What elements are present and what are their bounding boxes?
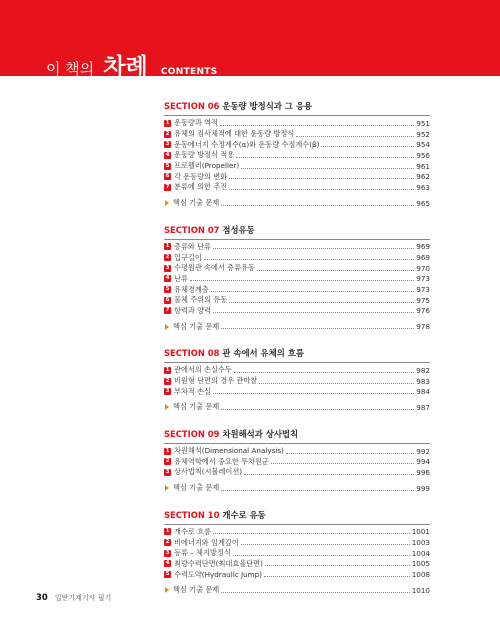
item-number-badge: 2 <box>165 130 170 137</box>
toc-section <box>164 347 430 413</box>
item-number-badge: 2 <box>165 458 170 465</box>
toc-entry[interactable] <box>164 446 430 457</box>
section-title: 관 속에서 유체의 흐름 <box>222 348 304 358</box>
entry-label: 상사법칙(시뮬레이션) <box>174 467 243 477</box>
item-number-badge: 3 <box>165 264 170 271</box>
toc-review-entry[interactable] <box>164 585 430 596</box>
review-label: 핵심 기출 문제 <box>173 321 220 331</box>
triangle-bullet-icon <box>165 587 169 593</box>
toc-review-entry[interactable] <box>164 321 430 332</box>
entry-page-number: 954 <box>416 140 430 150</box>
toc-entry[interactable] <box>164 537 430 548</box>
contents-title <box>46 48 218 81</box>
toc-entry[interactable] <box>164 118 430 129</box>
dot-leader <box>213 393 414 394</box>
toc-review-entry[interactable] <box>164 198 430 209</box>
toc-entry[interactable] <box>164 376 430 387</box>
section-code: SECTION 10 <box>164 509 220 520</box>
toc-entry[interactable] <box>164 527 430 538</box>
entry-page-number: 1001 <box>411 527 430 537</box>
item-number-badge: 3 <box>165 388 170 395</box>
review-page-number: 965 <box>416 198 430 208</box>
toc-entry[interactable] <box>164 295 430 306</box>
entry-page-number: 951 <box>416 118 430 128</box>
toc-entry[interactable] <box>164 242 430 253</box>
dot-leader <box>211 291 415 292</box>
entry-page-number: 973 <box>416 285 430 295</box>
toc-entry[interactable] <box>164 150 430 161</box>
section-heading[interactable] <box>164 509 430 521</box>
item-number-badge: 5 <box>165 286 170 293</box>
entry-page-number: 956 <box>416 150 430 160</box>
entry-label: 물체 주위의 유동 <box>174 295 228 305</box>
item-number-badge: 3 <box>165 549 170 556</box>
entry-page-number: 962 <box>416 172 430 182</box>
toc-entry[interactable] <box>164 365 430 376</box>
section-divider <box>164 443 430 444</box>
item-number-badge: 3 <box>165 141 170 148</box>
item-number-badge: 6 <box>165 173 170 180</box>
entry-label: 비에너지와 임계깊이 <box>174 537 239 547</box>
dot-leader <box>221 490 414 491</box>
entry-page-number: 969 <box>416 253 430 263</box>
section-title: 운동량 방정식과 그 응용 <box>222 101 313 111</box>
toc-entry[interactable] <box>164 467 430 478</box>
entry-label: 차원해석(Dimensional Analysis) <box>174 446 284 456</box>
dot-leader <box>221 409 414 410</box>
dot-leader <box>229 302 414 303</box>
toc-review-entry[interactable] <box>164 402 430 413</box>
dot-leader <box>233 555 410 556</box>
dot-leader <box>244 474 414 475</box>
dot-leader <box>259 383 414 384</box>
review-label: 핵심 기출 문제 <box>173 198 220 208</box>
review-page-number: 987 <box>416 402 430 412</box>
toc-entry[interactable] <box>164 456 430 467</box>
dot-leader <box>321 146 414 147</box>
item-number-badge: 1 <box>165 119 170 126</box>
dot-leader <box>190 280 414 281</box>
entry-label: 층류와 난류 <box>174 241 212 251</box>
entry-page-number: 975 <box>416 295 430 305</box>
section-title: 점성유동 <box>222 224 255 235</box>
entry-page-number: 982 <box>416 365 430 375</box>
entry-label: 항력과 양력 <box>174 305 212 315</box>
entry-label: 유체경계층 <box>174 284 209 294</box>
toc-entry[interactable] <box>164 161 430 172</box>
entry-label: 운동량과 역적 <box>174 118 218 128</box>
entry-label: 프로펠러(Propeller) <box>174 161 240 171</box>
page-footer <box>36 592 111 603</box>
item-number-badge: 7 <box>165 307 170 314</box>
toc-entry[interactable] <box>164 548 430 559</box>
entry-page-number: 1003 <box>411 538 430 548</box>
dot-leader <box>221 328 414 329</box>
toc-entry[interactable] <box>164 569 430 580</box>
section-heading[interactable] <box>164 224 430 236</box>
table-of-contents <box>164 100 430 611</box>
section-heading[interactable] <box>164 428 430 440</box>
toc-section <box>164 509 430 596</box>
toc-entry[interactable] <box>164 182 430 193</box>
item-number-badge: 1 <box>165 243 170 250</box>
dot-leader <box>236 157 414 158</box>
entry-page-number: 963 <box>416 182 430 192</box>
entry-label: 등류 – 체지방정식 <box>174 548 231 558</box>
entry-label: 유체의 검사체적에 대한 운동량 방정식 <box>174 129 295 139</box>
section-heading[interactable] <box>164 100 430 112</box>
toc-entry[interactable] <box>164 306 430 317</box>
dot-leader <box>234 372 414 373</box>
toc-entry[interactable] <box>164 252 430 263</box>
page-number: 30 <box>36 592 48 602</box>
item-number-badge: 2 <box>165 377 170 384</box>
section-code: SECTION 06 <box>164 101 220 111</box>
dot-leader <box>221 205 414 206</box>
triangle-bullet-icon <box>165 404 169 410</box>
section-divider <box>164 524 430 525</box>
dot-leader <box>257 270 414 271</box>
section-title: 개수로 유동 <box>222 509 266 520</box>
toc-section <box>164 100 430 209</box>
item-number-badge: 1 <box>165 447 170 454</box>
dot-leader <box>221 592 409 593</box>
toc-entry[interactable] <box>164 263 430 274</box>
entry-page-number: 992 <box>416 446 430 456</box>
toc-entry[interactable] <box>164 139 430 150</box>
entry-page-number: 984 <box>416 387 430 397</box>
item-number-badge: 2 <box>165 254 170 261</box>
entry-label: 유체역학에서 중요한 무차원군 <box>174 456 269 466</box>
dot-leader <box>204 259 415 260</box>
entry-label: 난류 <box>174 273 188 283</box>
book-title: 일반기계기사 필기 <box>54 594 112 602</box>
entry-page-number: 1008 <box>411 570 430 580</box>
section-divider <box>164 115 430 116</box>
toc-review-entry[interactable] <box>164 483 430 494</box>
item-number-badge: 3 <box>165 468 170 475</box>
item-number-badge: 1 <box>165 528 170 535</box>
entry-page-number: 983 <box>416 376 430 386</box>
entry-page-number: 969 <box>416 242 430 252</box>
entry-label: 부차적 손실 <box>174 386 212 396</box>
entry-label: 각 운동량의 변화 <box>174 171 228 181</box>
review-page-number: 978 <box>416 322 430 332</box>
entry-label: 운동에너지 수정계수(α)와 운동량 수정계수(β) <box>174 139 320 149</box>
entry-label: 관에서의 손실수두 <box>174 365 232 375</box>
entry-page-number: 952 <box>416 129 430 139</box>
section-heading[interactable] <box>164 347 430 359</box>
item-number-badge: 4 <box>165 560 170 567</box>
dot-leader <box>229 178 414 179</box>
item-number-badge: 5 <box>165 162 170 169</box>
entry-page-number: 973 <box>416 274 430 284</box>
review-page-number: 1010 <box>411 585 430 595</box>
title-main: 차례 <box>103 54 148 80</box>
dot-leader <box>264 576 410 577</box>
header-banner <box>0 0 500 80</box>
dot-leader <box>241 544 410 545</box>
entry-page-number: 961 <box>416 161 430 171</box>
dot-leader <box>213 248 414 249</box>
entry-page-number: 970 <box>416 263 430 273</box>
dot-leader <box>271 463 414 464</box>
entry-label: 수력도약(Hydraulic Jump) <box>174 569 262 579</box>
dot-leader <box>296 136 414 137</box>
title-english: CONTENTS <box>160 67 218 77</box>
dot-leader <box>286 453 414 454</box>
entry-page-number: 1004 <box>411 548 430 558</box>
section-code: SECTION 07 <box>164 224 220 235</box>
toc-entry[interactable] <box>164 129 430 140</box>
item-number-badge: 4 <box>165 151 170 158</box>
review-label: 핵심 기출 문제 <box>173 585 220 595</box>
dot-leader <box>265 565 410 566</box>
dot-leader <box>241 168 414 169</box>
entry-label: 운동량 방정식 적용 <box>174 150 235 160</box>
item-number-badge: 4 <box>165 275 170 282</box>
item-number-badge: 5 <box>165 571 170 578</box>
triangle-bullet-icon <box>165 485 169 491</box>
section-code: SECTION 08 <box>164 348 220 358</box>
dot-leader <box>220 125 414 126</box>
entry-label: 분류에 의한 추진 <box>174 182 228 192</box>
toc-entry[interactable] <box>164 274 430 285</box>
toc-entry[interactable] <box>164 284 430 295</box>
item-number-badge: 2 <box>165 539 170 546</box>
toc-entry[interactable] <box>164 559 430 570</box>
item-number-badge: 6 <box>165 296 170 303</box>
item-number-badge: 1 <box>165 366 170 373</box>
toc-section <box>164 428 430 494</box>
section-code: SECTION 09 <box>164 428 220 439</box>
review-label: 핵심 기출 문제 <box>173 402 220 412</box>
entry-page-number: 1005 <box>411 559 430 569</box>
dot-leader <box>213 533 410 534</box>
section-divider <box>164 239 430 240</box>
triangle-bullet-icon <box>165 200 169 206</box>
dot-leader <box>229 189 414 190</box>
entry-label: 개수로 흐름 <box>174 526 212 536</box>
entry-label: 최량수력단면(최대효율단면) <box>174 558 263 568</box>
toc-entry[interactable] <box>164 171 430 182</box>
entry-label: 수평원관 속에서 층류유동 <box>174 263 255 273</box>
toc-entry[interactable] <box>164 386 430 397</box>
entry-page-number: 994 <box>416 457 430 467</box>
triangle-bullet-icon <box>165 324 169 330</box>
entry-label: 비원형 단면의 경우 관마찰 <box>174 376 258 386</box>
section-divider <box>164 362 430 363</box>
dot-leader <box>213 312 414 313</box>
entry-page-number: 996 <box>416 467 430 477</box>
title-prefix: 이 책의 <box>46 60 95 78</box>
toc-section <box>164 224 430 333</box>
entry-page-number: 976 <box>416 306 430 316</box>
item-number-badge: 7 <box>165 183 170 190</box>
review-label: 핵심 기출 문제 <box>173 483 220 493</box>
entry-label: 입구길이 <box>174 252 202 262</box>
section-title: 차원해석과 상사법칙 <box>222 428 299 439</box>
review-page-number: 999 <box>416 483 430 493</box>
